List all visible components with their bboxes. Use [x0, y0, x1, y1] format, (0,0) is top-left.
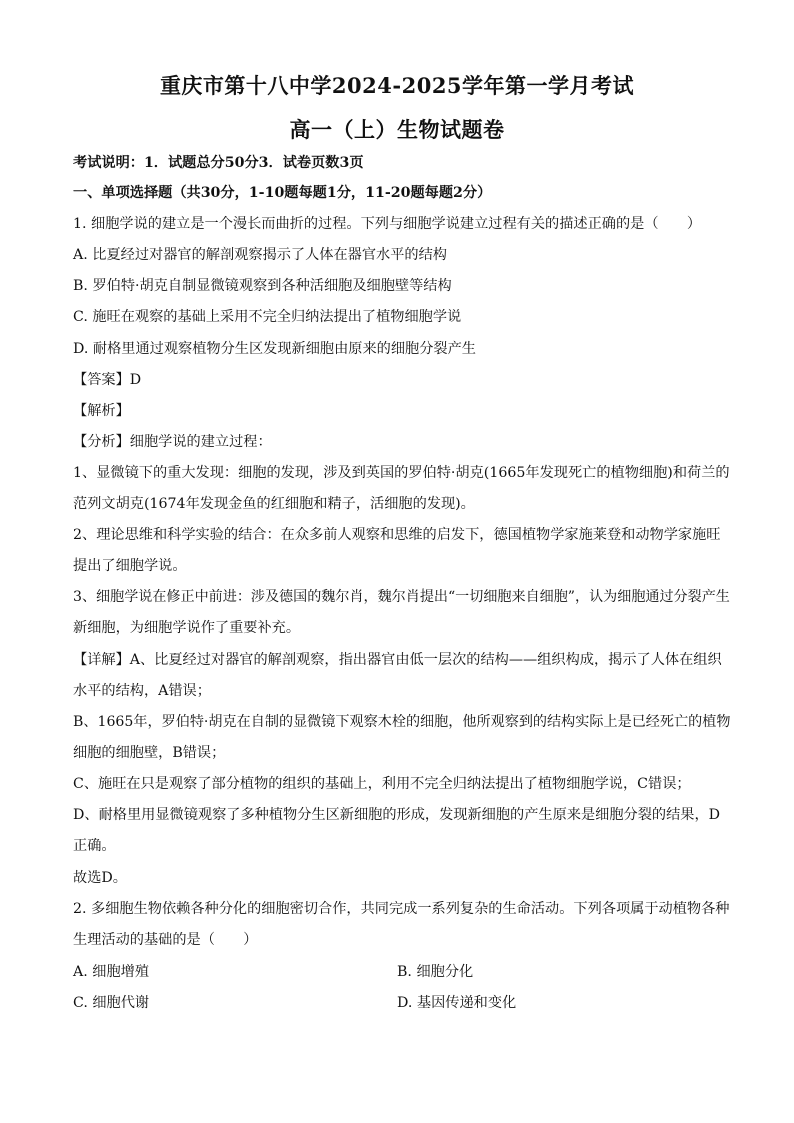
question-1-option-c: C. 施旺在观察的基础上采用不完全归纳法提出了植物细胞学说: [73, 309, 462, 325]
question-1-option-a: A. 比夏经过对器官的解剖观察揭示了人体在器官水平的结构: [73, 247, 447, 263]
question-2-stem-line-2: 生理活动的基础的是（ ）: [73, 932, 258, 948]
question-1-option-b: B. 罗伯特·胡克自制显微镜观察到各种活细胞及细胞壁等结构: [73, 278, 452, 294]
analysis-point-3-line-1: 3、细胞学说在修正中前进：涉及德国的魏尔肖，魏尔肖提出“一切细胞来自细胞”，认为细胞通过分裂产生: [73, 589, 730, 605]
question-2-option-d: D. 基因传递和变化: [397, 995, 517, 1011]
exam-title: 重庆市第十八中学2024-2025学年第一学月考试: [159, 73, 635, 98]
question-1-answer: 【答案】D: [73, 372, 142, 388]
section-heading: 一、单项选择题（共30分，1-10题每题1分，11-20题每题2分）: [73, 185, 492, 201]
exam-instructions: 考试说明：1．试题总分50分3．试卷页数3页: [73, 155, 364, 171]
detail-a-line-2: 水平的结构，A错误；: [73, 683, 211, 699]
question-1-conclusion: 故选D。: [73, 870, 127, 886]
analysis-point-3-line-2: 新细胞，为细胞学说作了重要补充。: [73, 620, 301, 636]
analysis-point-1-line-2: 范列文胡克(1674年发现金鱼的红细胞和精子，活细胞的发现)。: [73, 496, 475, 512]
question-1-stem: 1. 细胞学说的建立是一个漫长而曲折的过程。下列与细胞学说建立过程有关的描述正确的是（ ）: [73, 216, 702, 232]
analysis-point-2-line-1: 2、理论思维和科学实验的结合：在众多前人观察和思维的启发下，德国植物学家施莱登和动物学家施旺: [73, 527, 721, 543]
analysis-intro: 【分析】细胞学说的建立过程：: [73, 434, 272, 450]
detail-c: C、施旺在只是观察了部分植物的组织的基础上，利用不完全归纳法提出了植物细胞学说，C错误；: [73, 776, 691, 792]
detail-b-line-2: 细胞的细胞壁，B错误；: [73, 745, 226, 761]
question-2-option-c: C. 细胞代谢: [73, 995, 150, 1011]
detail-d-line-2: 正确。: [73, 838, 116, 854]
analysis-point-1-line-1: 1、显微镜下的重大发现：细胞的发现，涉及到英国的罗伯特·胡克(1665年发现死亡的植物细胞)和荷兰的: [73, 465, 730, 481]
analysis-label: 【解析】: [73, 403, 130, 419]
analysis-point-2-line-2: 提出了细胞学说。: [73, 558, 187, 574]
question-2-stem-line-1: 2. 多细胞生物依赖各种分化的细胞密切合作，共同完成一系列复杂的生命活动。下列各项属于动植物各种: [73, 901, 730, 917]
question-1-option-d: D. 耐格里通过观察植物分生区发现新细胞由原来的细胞分裂产生: [73, 341, 476, 357]
detail-b-line-1: B、1665年，罗伯特·胡克在自制的显微镜下观察木栓的细胞，他所观察到的结构实际上是已经死亡的植物: [73, 714, 731, 730]
exam-subtitle: 高一（上）生物试题卷: [289, 117, 505, 142]
question-2-option-b: B. 细胞分化: [397, 964, 474, 980]
question-2-option-a: A. 细胞增殖: [73, 964, 150, 980]
detail-d-line-1: D、耐格里用显微镜观察了多种植物分生区新细胞的形成，发现新细胞的产生原来是细胞分裂的结果，D: [73, 807, 721, 823]
detail-a-line-1: 【详解】A、比夏经过对器官的解剖观察，指出器官由低一层次的结构——组织构成，揭示了人体在组织: [73, 652, 722, 668]
